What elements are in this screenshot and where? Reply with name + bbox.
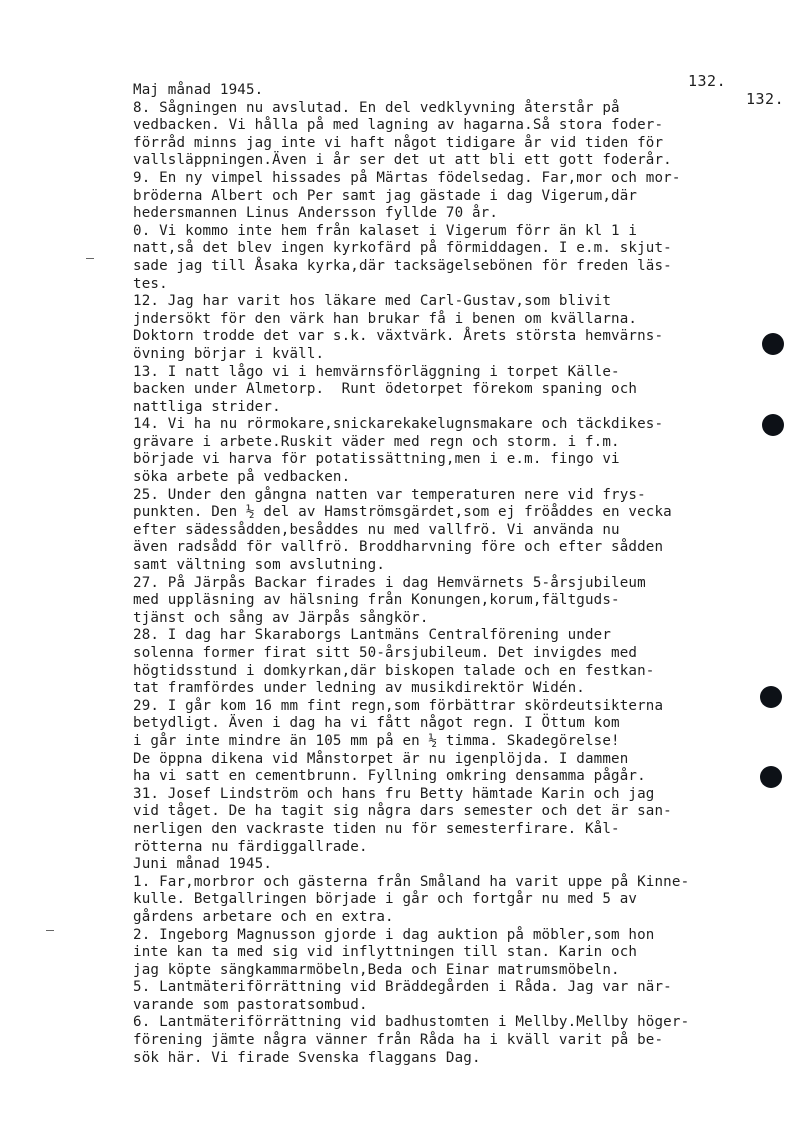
text-line: 1. Far,morbror och gästerna från Småland ha varit uppe på Kinne- — [133, 873, 690, 890]
text-line: natt,så det blev ingen kyrkofärd på förmiddagen. I e.m. skjut- — [133, 240, 672, 257]
page-number-margin: 132. — [746, 90, 785, 108]
margin-mark — [46, 930, 54, 931]
text-line: Maj månad 1945. — [133, 82, 264, 98]
text-line: jndersökt för den värk han brukar få i benen om kvällarna. — [133, 310, 638, 327]
text-line: tjänst och sång av Järpås sångkör. — [133, 609, 429, 626]
text-line: Doktorn trodde det var s.k. växtvärk. Årets största hemvärns- — [133, 328, 664, 345]
text-line: 25. Under den gångna natten var temperaturen nere vid frys- — [133, 486, 646, 503]
text-line: 9. En ny vimpel hissades på Märtas födelsedag. Far,mor och mor- — [133, 169, 681, 186]
text-line: 31. Josef Lindström och hans fru Betty hämtade Karin och jag — [133, 785, 655, 802]
text-line: även radsådd för vallfrö. Broddharvning före och efter sådden — [133, 539, 664, 556]
text-line: nerligen den vackraste tiden nu för semesterfirare. Kål- — [133, 820, 620, 837]
text-line: i går inte mindre än 105 mm på en ½ timma. Skadegörelse! — [133, 732, 620, 749]
text-line: ha vi satt en cementbrunn. Fyllning omkring densamma pågår. — [133, 768, 646, 785]
text-line: 29. I går kom 16 mm fint regn,som förbättrar skördeutsikterna — [133, 697, 664, 714]
text-line: rötterna nu färdiggallrade. — [133, 838, 368, 855]
text-line: De öppna dikena vid Månstorpet är nu igenplöjda. I dammen — [133, 750, 629, 767]
text-line: 0. Vi kommo inte hem från kalaset i Vigerum förr än kl 1 i — [133, 222, 638, 239]
text-line: vid tåget. De ha tagit sig några dars semester och det är san- — [133, 803, 672, 820]
text-line: började vi harva för potatissättning,men i e.m. fingo vi — [133, 451, 620, 468]
text-line: solenna former firat sitt 50-årsjubileum. Det invigdes med — [133, 645, 638, 661]
text-line: grävare i arbete.Ruskit väder med regn och storm. i f.m. — [133, 433, 620, 450]
text-line: punkten. Den ½ del av Hamströmsgärdet,som ej fröåddes en vecka — [133, 504, 672, 521]
text-line: 8. Sågningen nu avslutad. En del vedklyvning återstår på — [133, 99, 620, 116]
text-line: tat framfördes under ledning av musikdirektör Widén. — [133, 680, 585, 697]
text-line: backen under Almetorp. Runt ödetorpet förekom spaning och — [133, 381, 638, 398]
text-line: tes. — [133, 275, 168, 292]
text-line: vedbacken. Vi hålla på med lagning av hagarna.Så stora foder- — [133, 117, 664, 134]
margin-mark — [86, 258, 94, 259]
text-line: gårdens arbetare och en extra. — [133, 908, 394, 925]
text-line: nattliga strider. — [133, 398, 281, 415]
text-line: 14. Vi ha nu rörmokare,snickarekakelugnsmakare och täckdikes- — [133, 416, 664, 433]
text-line: jag köpte sängkammarmöbeln,Beda och Einar matrumsmöbeln. — [133, 961, 620, 978]
diary-text — [133, 82, 773, 1067]
text-line: Juni månad 1945. — [133, 856, 273, 873]
text-line: efter sädessådden,besåddes nu med vallfrö. Vi använda nu — [133, 521, 620, 538]
text-line: 28. I dag har Skaraborgs Lantmäns Centralförening under — [133, 627, 612, 644]
text-line: förening jämte några vänner från Råda ha i kväll varit på be- — [133, 1032, 664, 1049]
text-line: 6. Lantmäteriförrättning vid badhustomten i Mellby.Mellby höger- — [133, 1014, 690, 1031]
text-line: 13. I natt lågo vi i hemvärnsförläggning i torpet Källe- — [133, 363, 620, 380]
text-line: 5. Lantmäteriförrättning vid Bräddegården i Råda. Jag var när- — [133, 979, 672, 996]
text-line: 2. Ingeborg Magnusson gjorde i dag auktion på möbler,som hon — [133, 926, 655, 943]
text-line: inte kan ta med sig vid inflyttningen till stan. Karin och — [133, 944, 638, 961]
text-line: sök här. Vi firade Svenska flaggans Dag. — [133, 1049, 481, 1066]
text-line: vallsläppningen.Även i år ser det ut att bli ett gott foderår. — [133, 152, 672, 169]
text-line: kulle. Betgallringen började i går och fortgår nu med 5 av — [133, 891, 638, 908]
text-line: hedersmannen Linus Andersson fyllde 70 år. — [133, 205, 499, 222]
text-line: 27. På Järpås Backar firades i dag Hemvärnets 5-årsjubileum — [133, 574, 646, 591]
text-line: högtidsstund i domkyrkan,där biskopen talade och en festkan- — [133, 662, 655, 679]
text-line: betydligt. Även i dag ha vi fått något regn. I Öttum kom — [133, 715, 620, 732]
text-line: 12. Jag har varit hos läkare med Carl-Gustav,som blivit — [133, 293, 612, 310]
text-line: söka arbete på vedbacken. — [133, 469, 351, 486]
page-number: 132. — [688, 72, 727, 90]
text-line: samt vältning som avslutning. — [133, 557, 386, 574]
text-line: bröderna Albert och Per samt jag gästade i dag Vigerum,där — [133, 187, 638, 204]
text-line: med uppläsning av hälsning från Konungen,korum,fältguds- — [133, 592, 620, 609]
text-line: varande som pastoratsombud. — [133, 996, 368, 1013]
text-line: förråd minns jag inte vi haft något tidigare år vid tiden för — [133, 134, 664, 151]
text-line: sade jag till Åsaka kyrka,där tacksägelsebönen för freden läs- — [133, 257, 672, 274]
text-line: övning börjar i kväll. — [133, 345, 325, 362]
